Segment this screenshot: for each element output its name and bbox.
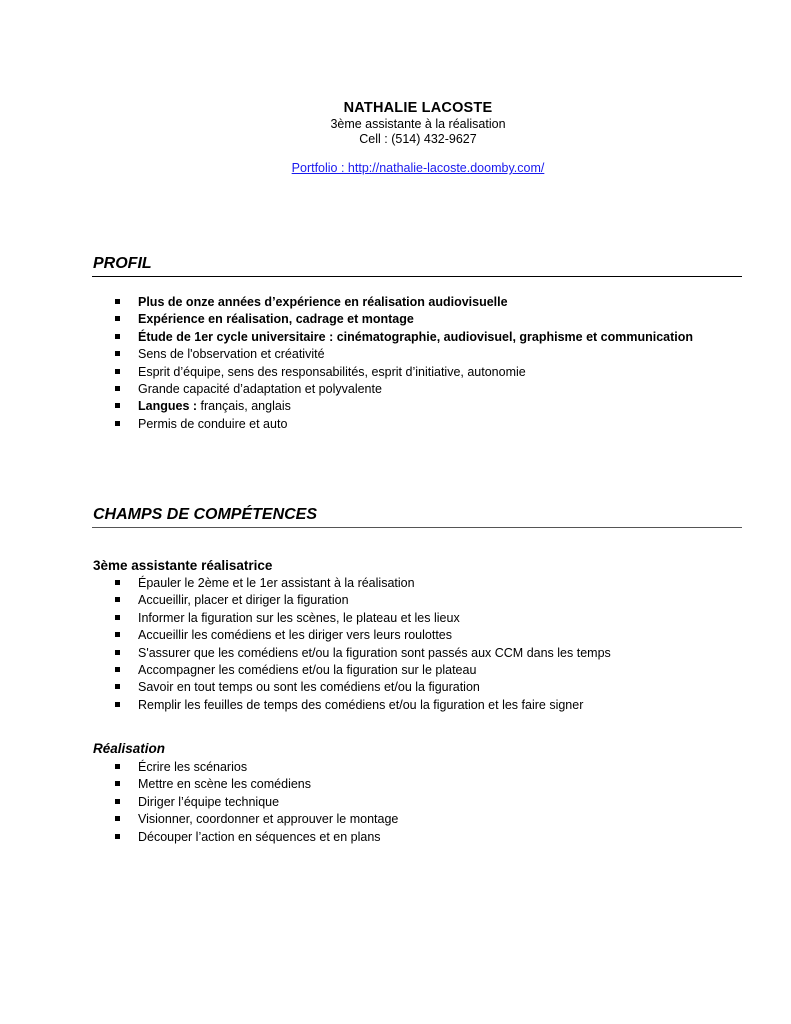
square-bullet-icon (115, 316, 120, 321)
list-item (114, 794, 398, 811)
list-item (114, 311, 693, 328)
list-item (114, 294, 693, 311)
item-text: Écrire les scénarios (138, 760, 248, 774)
square-bullet-icon (115, 650, 120, 655)
section-title-competences: CHAMPS DE COMPÉTENCES (93, 506, 318, 523)
square-bullet-icon (115, 834, 120, 839)
square-bullet-icon (115, 702, 120, 707)
item-text: Esprit d’équipe, sens des responsabilités, esprit d’initiative, autonomie (138, 364, 526, 379)
item-text: Grande capacité d’adaptation et polyvalente (138, 381, 382, 396)
square-bullet-icon (115, 580, 120, 585)
list-item (114, 416, 693, 433)
square-bullet-icon (115, 386, 120, 391)
square-bullet-icon (115, 816, 120, 821)
square-bullet-icon (115, 667, 120, 672)
subsection-heading-assistante: 3ème assistante réalisatrice (93, 558, 273, 573)
square-bullet-icon (115, 781, 120, 786)
item-text: Découper l’action en séquences et en plans (138, 829, 381, 844)
square-bullet-icon (115, 334, 120, 339)
list-item (114, 627, 611, 644)
square-bullet-icon (115, 615, 120, 620)
list-item (114, 759, 398, 776)
item-text: Permis de conduire et auto (138, 416, 288, 431)
square-bullet-icon (115, 299, 120, 304)
assistante-list (114, 575, 611, 714)
list-item (114, 610, 611, 627)
section-divider-profil (92, 276, 742, 277)
list-item (114, 592, 611, 609)
item-text: Épauler le 2ème et le 1er assistant à la réalisation (138, 576, 415, 590)
item-text: Diriger l’équipe technique (138, 794, 280, 809)
item-text: Savoir en tout temps ou sont les comédiens et/ou la figuration (138, 680, 480, 695)
square-bullet-icon (115, 764, 120, 769)
list-item (114, 364, 693, 381)
item-text: Accueillir les comédiens et les diriger vers leurs roulottes (138, 628, 453, 643)
list-item (114, 346, 693, 363)
item-text: Sens de l'observation et créativité (138, 347, 325, 362)
list-item (114, 329, 693, 346)
square-bullet-icon (115, 403, 120, 408)
square-bullet-icon (115, 799, 120, 804)
square-bullet-icon (115, 421, 120, 426)
resume-header (0, 99, 791, 176)
item-text: Remplir les feuilles de temps des comédiens et/ou la figuration et les faire signer (138, 697, 584, 712)
item-text: Accompagner les comédiens et/ou la figuration sur le plateau (138, 662, 477, 677)
section-divider-competences (92, 527, 742, 528)
phone-number: Cell : (514) 432-9627 (359, 132, 477, 146)
list-item (114, 776, 398, 793)
item-bold-text: Étude de 1er cycle universitaire : cinématographie, audiovisuel, graphisme et communication (138, 329, 694, 344)
list-item (114, 697, 611, 714)
realisation-list (114, 759, 398, 846)
list-item (114, 381, 693, 398)
section-title-profil: PROFIL (93, 255, 152, 272)
square-bullet-icon (115, 369, 120, 374)
list-item (114, 811, 398, 828)
square-bullet-icon (115, 351, 120, 356)
list-item (114, 662, 611, 679)
job-title: 3ème assistante à la réalisation (330, 117, 506, 131)
item-text: Informer la figuration sur les scènes, le plateau et les lieux (138, 610, 460, 625)
item-bold-text: Plus de onze années d’expérience en réalisation audiovisuelle (138, 295, 508, 309)
square-bullet-icon (115, 632, 120, 637)
list-item (114, 645, 611, 662)
item-text: S'assurer que les comédiens et/ou la figuration sont passés aux CCM dans les temps (138, 645, 611, 660)
portfolio-link[interactable]: Portfolio : http://nathalie-lacoste.doomby.com/ (291, 161, 545, 175)
list-item (114, 575, 611, 592)
item-text: Mettre en scène les comédiens (138, 777, 312, 792)
item-text: Visionner, coordonner et approuver le montage (138, 812, 399, 827)
person-name: NATHALIE LACOSTE (343, 100, 493, 116)
list-item (114, 829, 398, 846)
list-item (114, 679, 611, 696)
item-bold-text: Langues : (138, 399, 198, 414)
square-bullet-icon (115, 597, 120, 602)
item-text: Accueillir, placer et diriger la figuration (138, 593, 349, 608)
item-bold-text: Expérience en réalisation, cadrage et montage (138, 312, 414, 327)
profil-list (114, 294, 693, 433)
item-text: français, anglais (197, 399, 291, 414)
square-bullet-icon (115, 684, 120, 689)
list-item (114, 398, 693, 415)
subsection-heading-realisation: Réalisation (93, 741, 166, 756)
